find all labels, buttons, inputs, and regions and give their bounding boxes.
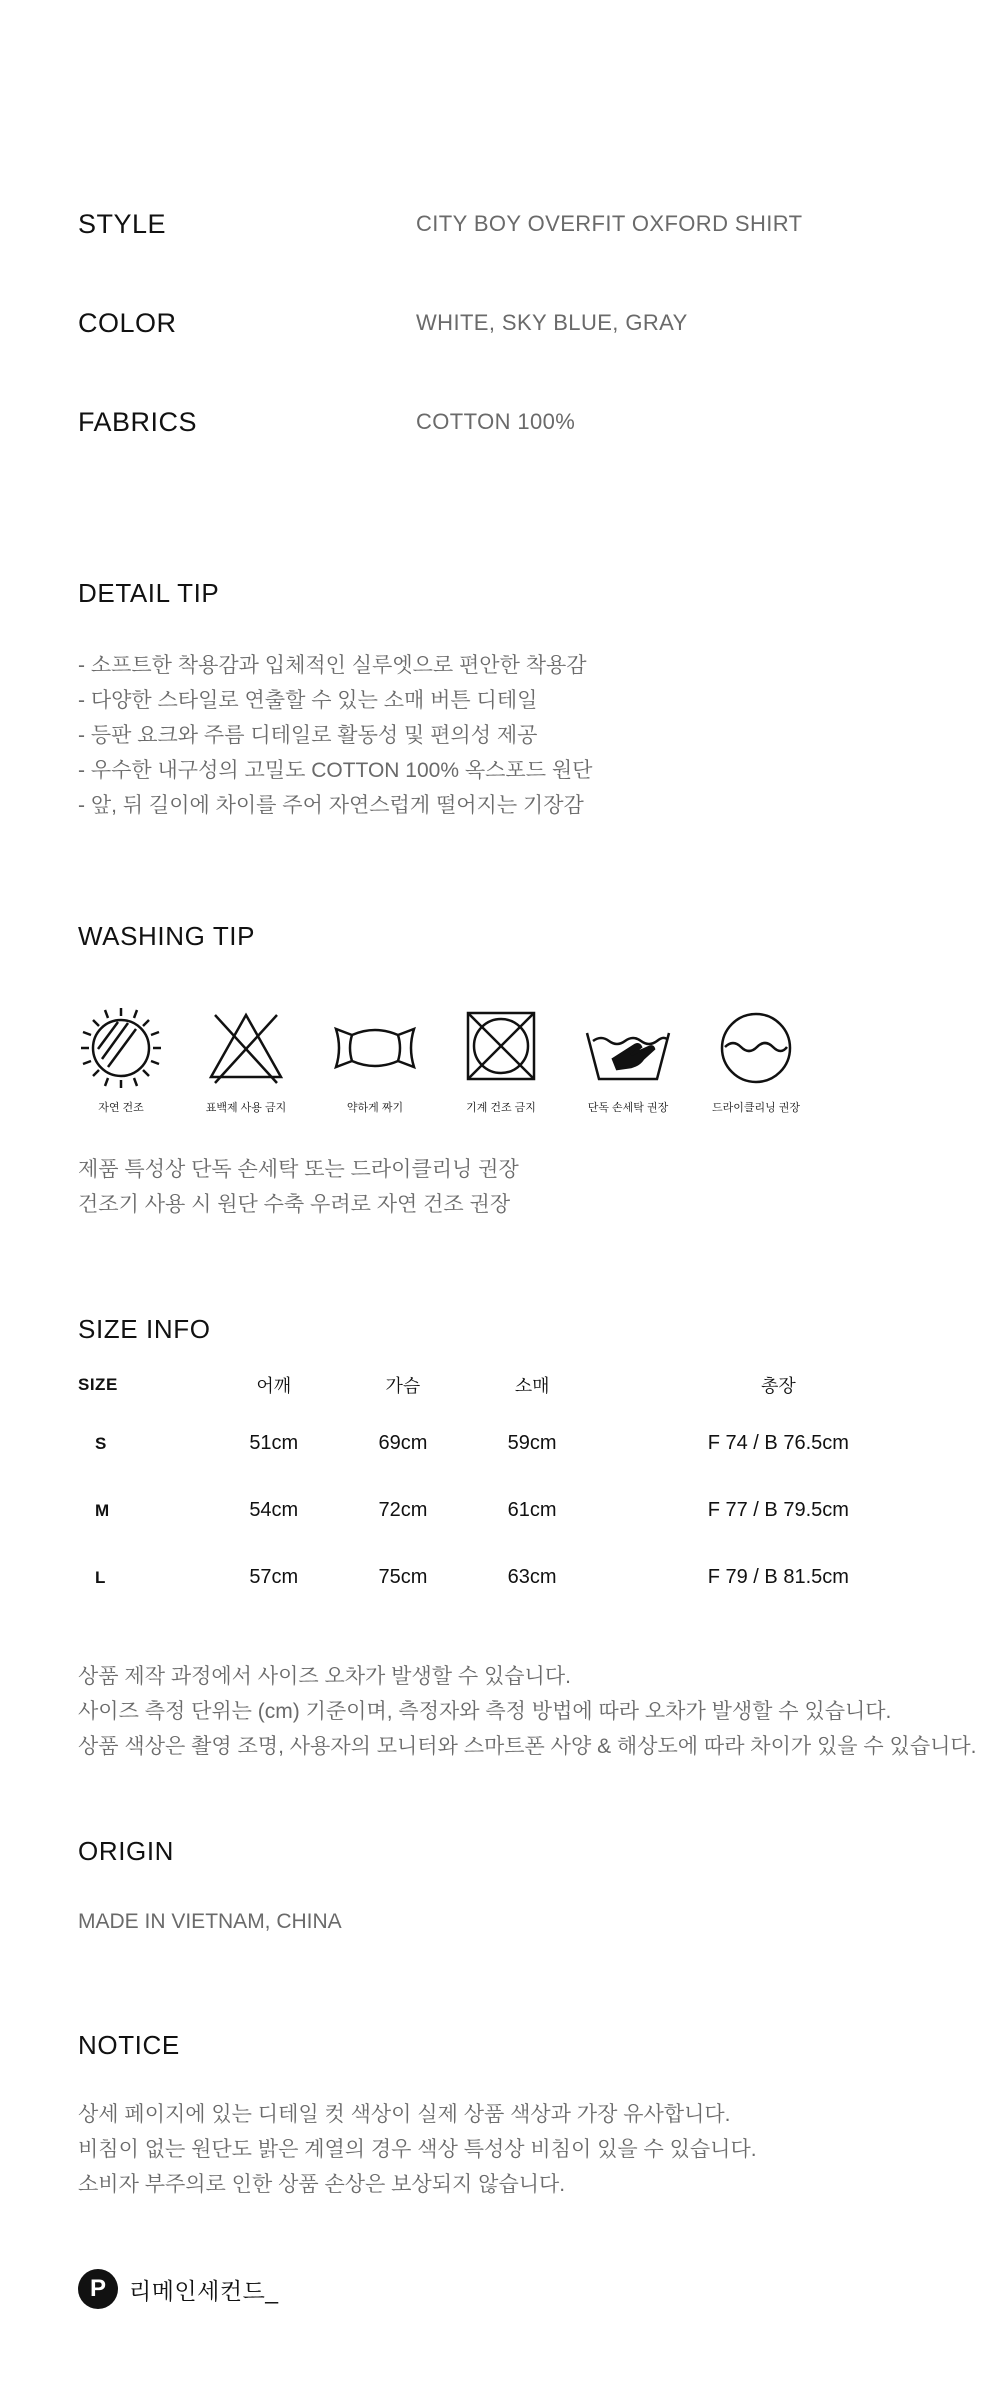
dry-clean-icon xyxy=(711,1003,801,1093)
wash-icon-caption: 약하게 짜기 xyxy=(346,1102,404,1114)
washing-tip-line: 건조기 사용 시 원단 수축 우려로 자연 건조 권장 xyxy=(78,1193,511,1216)
washing-tip-heading: WASHING TIP xyxy=(78,921,256,951)
size-cell: S xyxy=(95,1433,107,1453)
size-header-cell: 어깨 xyxy=(256,1376,292,1396)
no-bleach-icon xyxy=(201,1003,291,1093)
spec-value-fabrics: COTTON 100% xyxy=(416,409,576,434)
wash-icon-item xyxy=(568,1003,688,1115)
wash-icon-caption: 드라이클리닝 권장 xyxy=(711,1102,801,1114)
size-cell: 57cm xyxy=(249,1566,299,1588)
size-cell: L xyxy=(95,1567,106,1587)
origin-value: MADE IN VIETNAM, CHINA xyxy=(78,1910,342,1933)
notice-list xyxy=(78,2097,757,2202)
wash-icon-item xyxy=(61,1003,181,1115)
gentle-wring-icon xyxy=(330,1003,420,1093)
wash-icon-item xyxy=(315,1003,435,1115)
detail-tip-line: - 우수한 내구성의 고밀도 COTTON 100% 옥스포드 원단 xyxy=(78,759,593,782)
wash-icon-caption: 자연 건조 xyxy=(98,1102,144,1114)
natural-dry-icon xyxy=(76,1003,166,1093)
size-cell: F 74 / B 76.5cm xyxy=(707,1432,849,1454)
wash-icon-item xyxy=(696,1003,816,1115)
size-header-cell: 소매 xyxy=(514,1376,550,1396)
size-cell: 75cm xyxy=(378,1566,428,1588)
size-note-line: 상품 색상은 촬영 조명, 사용자의 모니터와 스마트폰 사양 & 해상도에 따라 차이가 있을 수 있습니다. xyxy=(78,1735,977,1758)
wash-icon-caption: 기계 건조 금지 xyxy=(466,1102,536,1114)
table-row xyxy=(60,1544,960,1611)
table-row xyxy=(60,1410,960,1477)
detail-tip-line: - 앞, 뒤 길이에 차이를 주어 자연스럽게 떨어지는 기장감 xyxy=(78,794,584,817)
brand-mark: P xyxy=(78,2269,118,2309)
spec-value-color: WHITE, SKY BLUE, GRAY xyxy=(416,310,688,335)
size-cell: 51cm xyxy=(249,1432,299,1454)
notice-heading: NOTICE xyxy=(78,2030,180,2060)
detail-tip-heading: DETAIL TIP xyxy=(78,578,220,608)
size-cell: 63cm xyxy=(507,1566,557,1588)
no-machine-dry-icon xyxy=(456,1003,546,1093)
brand-name: 리메인세컨드_ xyxy=(129,2277,279,2304)
notice-line: 상세 페이지에 있는 디테일 컷 색상이 실제 상품 색상과 가장 유사합니다. xyxy=(78,2103,731,2126)
size-cell: 61cm xyxy=(507,1499,557,1521)
spec-label-style: STYLE xyxy=(78,209,167,239)
size-table-header xyxy=(60,1360,960,1410)
size-header-cell: SIZE xyxy=(78,1375,118,1394)
detail-tip-list xyxy=(78,648,592,823)
size-cell: 72cm xyxy=(378,1499,428,1521)
size-cell: F 77 / B 79.5cm xyxy=(707,1499,849,1521)
size-notes xyxy=(78,1659,977,1764)
wash-icon-caption: 표백제 사용 금지 xyxy=(205,1102,287,1114)
hand-wash-icon xyxy=(583,1003,673,1093)
size-cell: 59cm xyxy=(507,1432,557,1454)
wash-icon-item xyxy=(441,1003,561,1115)
size-header-cell: 총장 xyxy=(760,1376,796,1396)
table-row xyxy=(60,1477,960,1544)
wash-icon-item xyxy=(186,1003,306,1115)
origin-heading: ORIGIN xyxy=(78,1836,175,1866)
size-cell: 69cm xyxy=(378,1432,428,1454)
size-note-line: 상품 제작 과정에서 사이즈 오차가 발생할 수 있습니다. xyxy=(78,1665,571,1688)
notice-line: 소비자 부주의로 인한 상품 손상은 보상되지 않습니다. xyxy=(78,2173,566,2196)
washing-tip-line: 제품 특성상 단독 손세탁 또는 드라이클리닝 권장 xyxy=(78,1158,519,1181)
washing-tip-notes xyxy=(78,1152,519,1222)
detail-tip-line: - 등판 요크와 주름 디테일로 활동성 및 편의성 제공 xyxy=(78,724,538,747)
detail-tip-line: - 다양한 스타일로 연출할 수 있는 소매 버튼 디테일 xyxy=(78,689,538,712)
wash-icon-caption: 단독 손세탁 권장 xyxy=(587,1102,669,1114)
detail-tip-line: - 소프트한 착용감과 입체적인 실루엣으로 편안한 착용감 xyxy=(78,654,587,677)
spec-value-style: CITY BOY OVERFIT OXFORD SHIRT xyxy=(416,211,803,236)
size-note-line: 사이즈 측정 단위는 (cm) 기준이며, 측정자와 측정 방법에 따라 오차가 발생할 수 있습니다. xyxy=(78,1700,892,1723)
spec-label-fabrics: FABRICS xyxy=(78,407,198,437)
size-info-heading: SIZE INFO xyxy=(78,1314,211,1344)
size-cell: F 79 / B 81.5cm xyxy=(707,1566,849,1588)
notice-line: 비침이 없는 원단도 밝은 계열의 경우 색상 특성상 비침이 있을 수 있습니다. xyxy=(78,2138,757,2161)
spec-label-color: COLOR xyxy=(78,308,177,338)
size-table xyxy=(60,1360,960,1611)
size-cell: M xyxy=(95,1500,110,1520)
size-cell: 54cm xyxy=(249,1499,299,1521)
size-header-cell: 가슴 xyxy=(385,1376,421,1396)
brand-logo xyxy=(78,2269,279,2309)
